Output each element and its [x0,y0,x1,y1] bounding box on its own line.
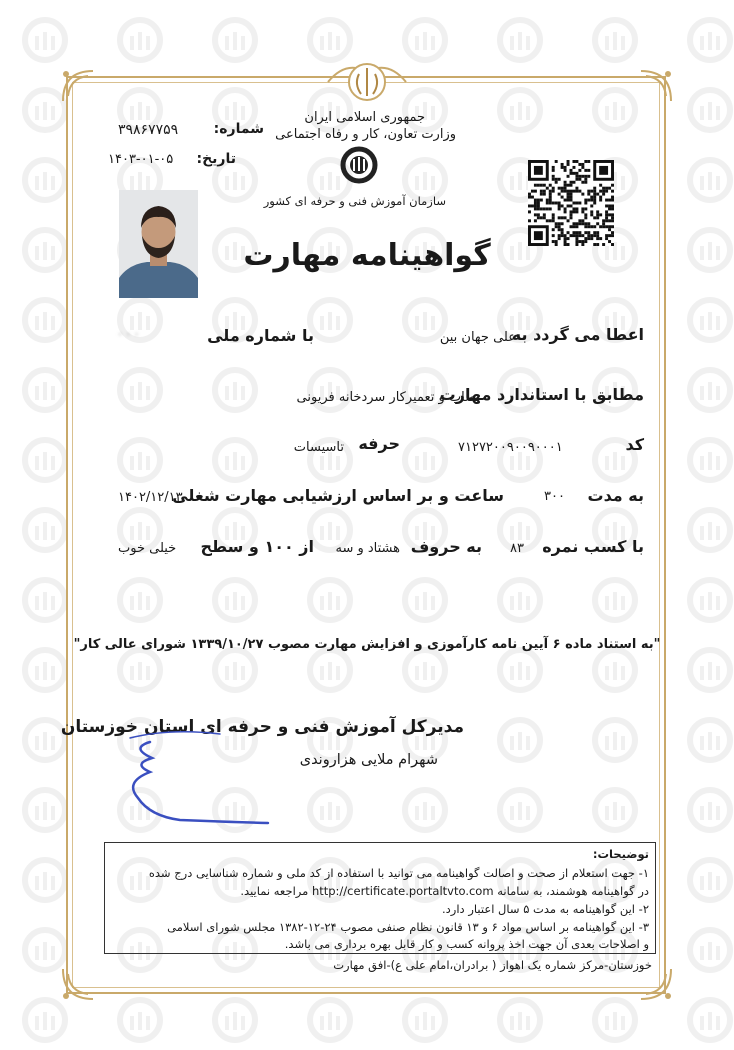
iran-emblem-icon [326,52,408,112]
trade-value: تاسیسات [293,440,344,455]
date-value: ۱۴۰۳-۰۱-۰۵ [108,152,174,167]
level-of-label: از ۱۰۰ و سطح [200,537,314,556]
certificate-title: گواهینامه مهارت [243,238,491,273]
decree-text: "به استناد ماده ۶ آیین نامه کارآموزی و افزایش مهارت مصوب ۱۳۳۹/۱۰/۲۷ شورای عالی کار" [73,637,661,652]
standard-value: نصاب و تعمیرکار سردخانه فریونی [296,390,480,405]
duration-value: ۳۰۰ [544,489,565,504]
signature [110,728,280,828]
corner-ornament-top-right [636,66,676,106]
qr-code [528,160,614,246]
standard-label: مطابق با استاندارد مهارت [439,385,644,404]
duration-label: به مدت [587,486,644,505]
number-label: شماره: [213,121,264,137]
letters-value: هشتاد و سه [335,541,400,556]
score-value: ۸۳ [510,541,524,556]
trade-label: حرفه [358,434,400,453]
note-line-2: در گواهینامه هوشمند، به سامانه http://certificate.portaltvto.com مراجعه نمایید. [240,884,649,898]
note-line-4: ۳- این گواهینامه بر اساس مواد ۶ و ۱۳ قانون نظام صنفی مصوب ۲۴-۱۲-۱۳۸۲ مجلس شورای اسلامی [167,920,649,934]
notes-box [104,842,656,954]
signatory-name: شهرام ملایی هزاروندی [299,752,438,768]
note-line-5: و اصلاحات بعدی آن جهت اخذ پروانه کسب و کار قابل بهره برداری می باشد. [284,937,649,951]
header-country: جمهوری اسلامی ایران [304,110,425,125]
header-organization: سازمان آموزش فنی و حرفه ای کشور [263,194,446,208]
note-line-3: ۲- این گواهینامه به مدت ۵ سال اعتبار دارد. [442,902,649,916]
number-value: ۳۹۸۶۷۷۵۹ [118,122,179,138]
code-label: کد [625,435,644,454]
hours-evaluation-label: ساعت و بر اساس ارزشیابی مهارت شغلی [172,486,504,505]
corner-ornament-bottom-left [58,964,98,1004]
date-label: تاریخ: [196,151,236,167]
corner-ornament-top-left [58,66,98,106]
granted-name: علی جهان بین [439,330,516,345]
national-id-value-redacted: · · · [118,328,139,343]
signatory-title: مدیرکل آموزش فنی و حرفه ای استان خوزستان [60,717,464,737]
level-value: خیلی خوب [118,541,177,556]
code-value: ۷۱۲۷۲۰۰۹۰۰۹۰۰۰۱ [458,440,563,455]
tvto-logo-icon [340,146,378,184]
note-line-1: ۱- جهت استعلام از صحت و اصالت گواهینامه می توانید با استفاده از کد ملی و شماره شناسایی درج شده [148,866,649,880]
granted-label: اعطا می گردد به [511,325,644,344]
score-label: با کسب نمره [542,537,644,556]
header-ministry: وزارت تعاون، کار و رفاه اجتماعی [275,127,456,142]
evaluation-date: ۱۴۰۲/۱۲/۱۳ [118,490,183,505]
letters-label: به حروف [410,537,482,556]
national-id-label: با شماره ملی [207,326,314,345]
notes-heading: توضیحات: [592,847,649,861]
footer-center: خوزستان-مرکز شماره یک اهواز ( برادران،امام علی ع)-افق مهارت [333,958,652,972]
